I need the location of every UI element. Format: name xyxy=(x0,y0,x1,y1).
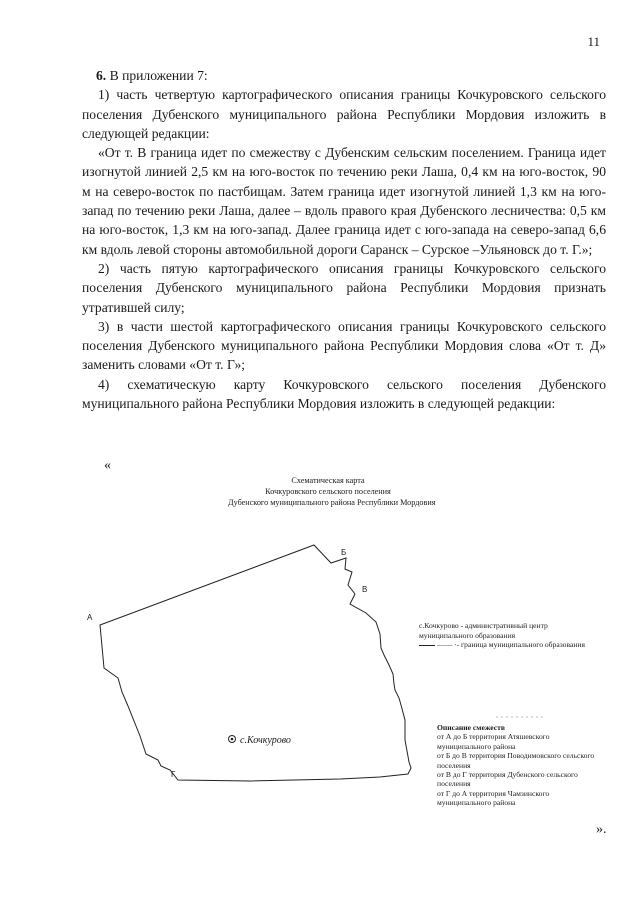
adjacency-item: от В до Г территория Дубенского сельского поселения xyxy=(437,770,578,789)
boundary-line-icon xyxy=(419,645,435,646)
legend-boundary-text: - граница муниципального образования xyxy=(456,640,585,650)
open-quote: « xyxy=(104,458,111,473)
map-legend xyxy=(419,621,589,650)
adjacency-description xyxy=(437,723,602,808)
point-b-label: Б xyxy=(341,548,347,557)
adjacency-item: от Б до В территория Поводимовского сельского поселения xyxy=(437,751,595,770)
close-quote: ». xyxy=(596,822,607,837)
adjacency-item: от А до Б территория Атяшевского муниципального района xyxy=(437,732,550,751)
paragraph-quote: «От т. В граница идет по смежеству с Дубенским сельским поселением. Граница идет изогнутой линией 2,5 км на юго-восток по течению реки Лаша, 0,4 км на юго-восток, 90 м на северо-восток по пастбищам. Затем граница идет изогнутой линией 1,3 км на юго-запад по течению реки Лаша, далее – вдоль правого края Дубенского лесничества: 0,5 км на юго-восток, 1,3 км на юго-запад. Далее граница идет с юго-запада на северо-запад 6,6 км вдоль левой стороны автомобильной дороги Саранск – Сурское –Ульяновск до т. Г.»; xyxy=(82,145,606,257)
adjacency-item: от Г до А территория Чамзинского муниципального района xyxy=(437,788,550,808)
map-title-line-1: Схематическая карта xyxy=(291,476,365,485)
section-number: 6. xyxy=(96,68,107,83)
section-intro-text: В приложении 7: xyxy=(106,68,208,83)
point-v-label: В xyxy=(362,585,368,594)
pond-icon xyxy=(229,736,236,743)
paragraph-3: 3) в части шестой картографического описания границы Кочкуровского сельского поселения Дубенского муниципального района Республики Мордовия слова «От т. Д» заменить словами «От т. Г»; xyxy=(82,318,606,373)
legend-center: с.Кочкурово - административный центр муниципального образования xyxy=(419,621,548,640)
page-number: 11 xyxy=(587,34,600,49)
map-title-line-2: Кочкуровского сельского поселения xyxy=(265,487,391,496)
point-g-label: Г xyxy=(171,770,176,779)
adjacency-heading: Описание смежеств xyxy=(437,723,505,732)
paragraph-1: 1) часть четвертую картографического описания границы Кочкуровского сельского поселения Дубенского муниципального района Республики Мордовия изложить в следующей редакции: xyxy=(82,87,606,141)
map-title-line-3: Дубенского муниципального района Республики Мордовия xyxy=(228,498,436,507)
point-a-label: А xyxy=(87,613,93,622)
legend-boundary-dash: —— · xyxy=(437,640,457,650)
center-label: с.Кочкурово xyxy=(240,735,291,746)
paragraph-4: 4) схематическую карту Кочкуровского сельского поселения Дубенского муниципального района Республики Мордовия изложить в следующей редакции: xyxy=(82,376,606,412)
paragraph-2: 2) часть пятую картографического описания границы Кочкуровского сельского поселения Дубенского муниципального района Республики Мордовия признать утратившей силу; xyxy=(82,260,606,315)
legend-boundary xyxy=(419,640,589,650)
